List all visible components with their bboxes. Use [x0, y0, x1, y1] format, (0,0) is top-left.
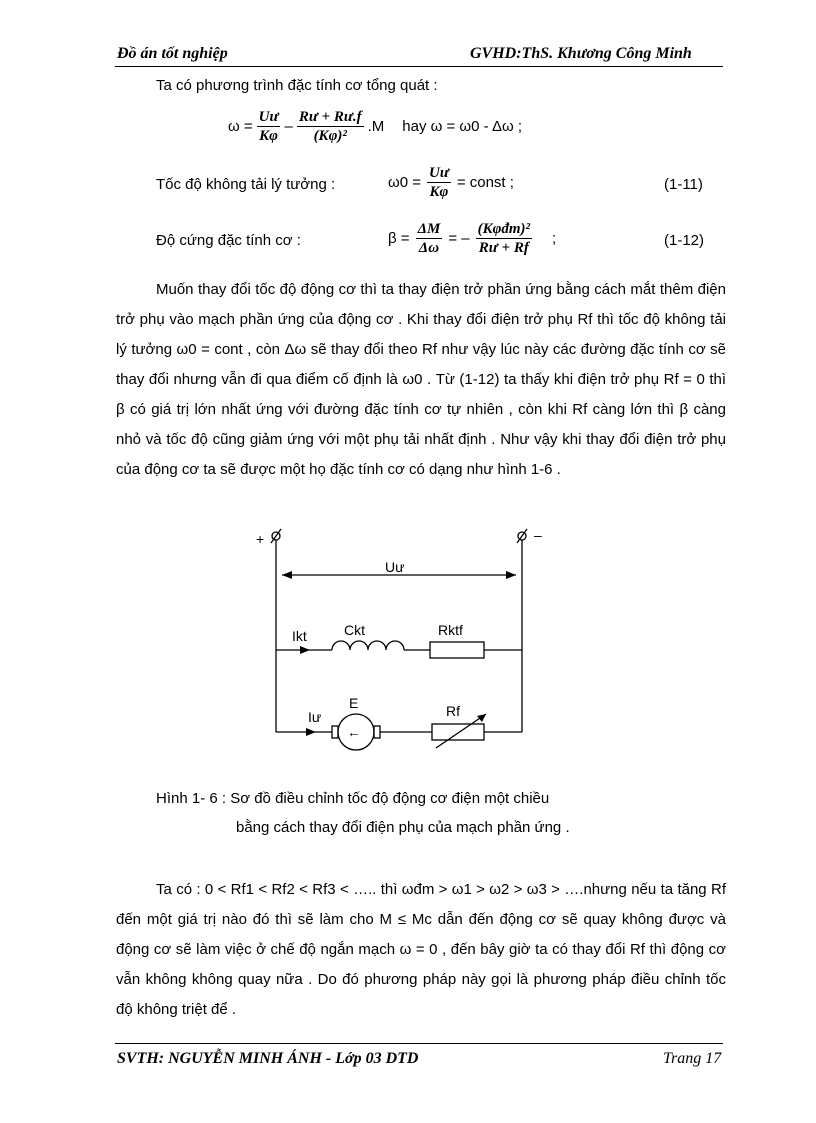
ckt-label: Ckt [344, 622, 365, 638]
eq12-label: Độ cứng đặc tính cơ : [156, 232, 301, 249]
eq11-den: Kφ [429, 184, 449, 200]
eq12-frac1 [416, 220, 443, 257]
eq11-num: Uư [428, 165, 449, 181]
eq-main-alt: hay ω = ω0 - Δω ; [402, 118, 523, 135]
iu-label: Iư [308, 709, 322, 725]
eq12-num2: (Kφđm)² [477, 221, 531, 237]
eq-main-den2: (Kφ)² [313, 128, 347, 144]
figure-caption-line2: bằng cách thay đổi điện phụ của mạch phần ứng . [236, 819, 570, 836]
ikt-label: Ikt [292, 628, 307, 644]
eq-main-lhs: ω = [228, 118, 253, 135]
eq12-num: ΔM [417, 221, 441, 237]
header-right: GVHD:ThS. Khương Công Minh [470, 45, 692, 62]
footer-left: SVTH: NGUYỄN MINH ÁNH - Lớp 03 DTD [117, 1050, 419, 1067]
intro-line: Ta có phương trình đặc tính cơ tổng quát : [156, 77, 438, 94]
eq-main-num1: Uư [258, 109, 279, 125]
resistor-rktf [430, 642, 484, 658]
u-label: Uư [385, 559, 405, 575]
circuit-diagram [240, 520, 570, 760]
paragraph-2: Ta có : 0 < Rf1 < Rf2 < Rf3 < ….. thì ωđm > ω1 > ω2 > ω3 > ….nhưng nếu ta tăng Rf đến một giá trị nào đó thì sẽ làm cho M ≤ Mc dẫn đến động cơ sẽ quay không được và động cơ sẽ làm việc ở chế độ ngắn mạch ω = 0 , đến bây giờ ta có thay đổi Rf thì động cơ vẫn không không quay nữa . Do đó phương pháp này gọi là phương pháp điều chỉnh tốc độ không triệt để . [116, 881, 726, 1018]
eq12-den: Δω [418, 240, 440, 256]
plus-label: + [256, 531, 265, 547]
rheostat-arrow [436, 714, 486, 748]
eq11-frac [427, 164, 451, 201]
minus-label: – [534, 527, 542, 543]
motor-arrow: ← [347, 724, 361, 740]
equation-1-11 [388, 164, 514, 201]
paragraph-1: Muốn thay đổi tốc độ động cơ thì ta thay điện trở phần ứng bằng cách mắt thêm điện trở phụ vào mạch phần ứng của động cơ . Khi thay đổi điện trở phụ Rf thì tốc độ không tải lý tưởng ω0 = cont , còn Δω sẽ thay đổi theo Rf như vậy lúc này các đường đặc tính cơ sẽ thay đổi nhưng vẫn đi qua điểm cố định là ω0 . Từ (1-12) ta thấy khi điện trở phụ Rf = 0 thì β có giá trị lớn nhất ứng với đường đặc tính cơ tự nhiên , còn khi Rf càng lớn thì β càng nhỏ và tốc độ cũng giảm ứng với một phụ tải nhất định . Như vậy khi thay đổi điện trở phụ của động cơ ta sẽ được một họ đặc tính cơ có dạng như hình 1-6 . [116, 281, 726, 478]
eq11-rhs: = const ; [456, 174, 514, 191]
eq12-semi: ; [552, 230, 557, 247]
inductor-ckt [332, 641, 404, 650]
figure-caption-line1: Hình 1- 6 : Sơ đồ điều chỉnh tốc độ động cơ điện một chiều [156, 790, 550, 807]
eq-main-minus: – [284, 118, 293, 135]
eq12-lhs: β = [388, 230, 410, 247]
header-left: Đồ án tốt nghiệp [117, 45, 228, 62]
eq-main-tail: .M [367, 118, 385, 135]
eq-main-den1: Kφ [259, 128, 278, 144]
footer-rule [115, 1043, 723, 1044]
eq-main-frac1 [257, 108, 281, 145]
eq-main-frac2 [297, 108, 364, 145]
equation-1-12 [388, 220, 556, 257]
eq12-frac2 [476, 220, 532, 257]
eq-main-num2: Rư + Rư.f [298, 109, 362, 125]
motor-brush-right [374, 726, 380, 738]
eq11-lhs: ω0 = [388, 174, 421, 191]
e-label: E [349, 695, 359, 711]
rktf-label: Rktf [438, 622, 463, 638]
motor-brush-left [332, 726, 338, 738]
resistor-rf [432, 724, 484, 740]
equation-main [228, 108, 522, 145]
eq12-number: (1-12) [664, 232, 705, 249]
eq12-den2: Rư + Rf [478, 240, 529, 256]
eq11-number: (1-11) [664, 176, 703, 193]
header-rule [115, 66, 723, 67]
footer-page-number: Trang 17 [663, 1050, 722, 1067]
eq11-label: Tốc độ không tải lý tưởng : [156, 176, 336, 193]
eq12-mid: = – [448, 230, 470, 247]
rf-label: Rf [446, 703, 460, 719]
